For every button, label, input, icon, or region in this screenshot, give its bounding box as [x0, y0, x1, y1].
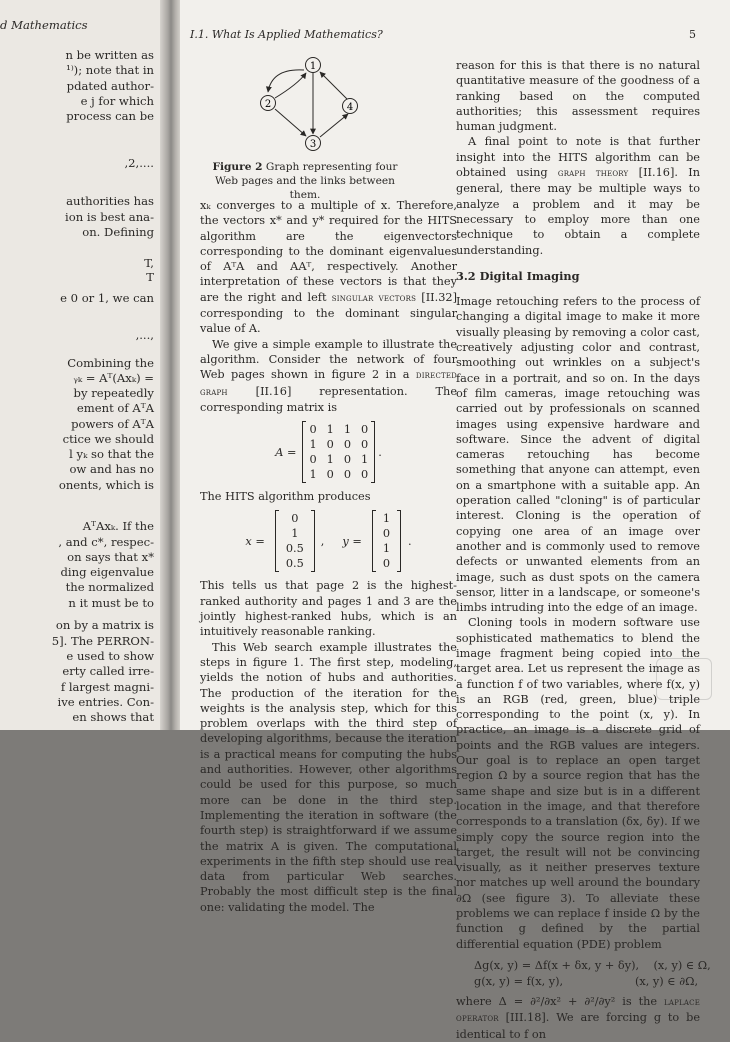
matrix-entry: 0.5	[285, 542, 304, 556]
left-page-text-line: on by a matrix is	[55, 618, 154, 632]
left-page-text-line: n be written as	[65, 48, 154, 62]
vector-x	[283, 511, 307, 571]
matrix-entry: 0	[309, 453, 317, 467]
figure-label: Figure 2	[212, 161, 263, 173]
svg-text:3: 3	[309, 139, 317, 150]
right-page	[180, 0, 730, 1041]
graph-node-1	[306, 58, 321, 73]
matrix-entry: 0	[309, 423, 317, 437]
paragraph: The HITS algorithm produces	[200, 490, 371, 504]
watermark-stamp	[656, 658, 712, 700]
left-page-text-line: process can be	[66, 109, 154, 123]
left-page-text-line: T	[146, 270, 154, 284]
text-column-left	[200, 198, 457, 915]
left-page-text-line: the normalized	[65, 580, 154, 594]
matrix-entry: 1	[382, 542, 391, 556]
edge-2-1	[275, 73, 306, 98]
left-page-text-line: ,...,	[135, 328, 154, 342]
edge-3-4	[320, 114, 348, 137]
left-page-text-line: erty called irre-	[62, 664, 154, 678]
matrix-A: A = 0 1 1 0 1 0 0 0 0 1 0 1 1 0 0 0 .	[275, 423, 382, 482]
left-page-text-line: ement of AᵀA	[76, 401, 154, 415]
left-page-text-line: onents, which is	[58, 478, 154, 492]
matrix-entry: 1	[382, 512, 391, 526]
paragraph: Image retouching refers to the process of changing a digital image to make it more visually pleasing by removing a color cast, creatively adjusting color and contrast, smoothing out wrinkles on a subject's face in a portrait, and so on. In the days of film cameras, image retouching was carried out by professionals on scanned images using expensive hardware and software. Since the advent of digital cameras retouching has become something that anyone can attempt, even on a smartphone with a suitable app. An operation called "cloning" is of particular interest. Cloning is the operation of copying one area of an image over another and is commonly used to remove defects or unwanted elements from an image, such as dust spots on the camera sensor, litter in a landscape, or someone's limbs intruding into the edge of an image.	[456, 295, 700, 615]
matrix-entry: 0	[343, 453, 351, 467]
graph-node-4	[343, 99, 358, 114]
left-page-text-line: ding eigenvalue	[60, 565, 154, 579]
matrix-entry: 1	[309, 468, 317, 482]
graph-node-2	[261, 96, 276, 111]
running-head: I.1. What Is Applied Mathematics?	[190, 28, 383, 41]
matrix-entry: 1	[291, 527, 299, 541]
left-page-text-line: ᵧₖ = Aᵀ(Axₖ) =	[73, 371, 154, 385]
left-page	[0, 0, 162, 730]
left-page-text-line: ctice we should	[62, 432, 154, 446]
paragraph: xₖ converges to a multiple of x. Therefore, the vectors x* and y* required for the HITS algorithm are the eigenvectors corresponding to the dominant eigenvalues of AᵀA and AAᵀ, respectively. Another interpretation of these vectors is that they are the right and left singular vectors [II.32] corresponding to the dominant singular value of A.	[200, 199, 457, 336]
left-page-text-line: l yₖ so that the	[69, 447, 154, 461]
left-page-text-line: e used to show	[66, 649, 154, 663]
book-gutter	[160, 0, 182, 730]
matrix-entry: 0	[291, 512, 299, 526]
section-heading: 3.2 Digital Imaging	[456, 268, 580, 283]
text-column-right	[456, 58, 711, 1042]
left-page-text-line: f largest magni-	[60, 680, 154, 694]
left-page-text-line: AᵀAxₖ. If the	[82, 519, 154, 533]
left-page-text-line: n it must be to	[68, 596, 154, 610]
paragraph: where Δ = ∂²/∂x² + ∂²/∂y² is the laplace operator [III.18]. We are forcing g to be identical to f on	[456, 994, 701, 1041]
matrix-entry: 0	[326, 438, 334, 452]
left-page-text-line: Combining the	[67, 356, 154, 370]
svg-text:4: 4	[346, 102, 354, 113]
matrix-entry: 0	[361, 468, 369, 482]
left-page-text-line: 5]. The PERRON-	[51, 634, 154, 648]
web-graph-figure	[248, 52, 358, 156]
matrix-entry: 0	[343, 438, 351, 452]
matrix-entry: 1	[343, 423, 351, 437]
left-page-text-line: pdated author-	[66, 79, 154, 93]
left-page-text-line: e j for which	[80, 94, 154, 108]
paragraph: Cloning tools in modern software use sophisticated mathematics to blend the image fragment being copied into the target area. Let us represent the image as a function f of two variables, where f(x, y) is an RGB (red, green, blue) triple corresponding to the point (x, y). In practice, an image is a discrete grid of points and the RGB values are integers. Our goal is to replace an open target region Ω by a source region that has the same shape and size but is in a different location in the image, and that therefore corresponds to a translation (δx, δy). If we simply copy the source region into the target, the result will not be convincing visually, as it neither preserves texture nor matches up well around the boundary ∂Ω (see figure 3). To alleviate these problems we can replace f inside Ω by the function g defined by the partial differential equation (PDE) problem	[456, 616, 700, 951]
left-page-text-line: e 0 or 1, we can	[60, 291, 154, 305]
graph-node-3	[306, 136, 321, 151]
matrix-entry: 1	[326, 453, 334, 467]
left-page-text-line: ion is best ana-	[65, 210, 154, 224]
left-page-text-line: ,2,....	[124, 156, 154, 170]
left-page-text-line: ive entries. Con-	[57, 695, 154, 709]
page-number: 5	[689, 28, 696, 41]
matrix-entry: 1	[326, 423, 334, 437]
pde-equations: Δg(x, y) = Δf(x + δx, y + δy), (x, y) ∈ Ω, g(x, y) = f(x, y), (x, y) ∈ ∂Ω,	[474, 958, 711, 988]
left-page-text-line: , and c*, respec-	[58, 535, 154, 549]
left-page-text-line: d Mathematics	[0, 18, 88, 32]
matrix-entry: 1	[361, 453, 369, 467]
paragraph: This Web search example illustrates the steps in figure 1. The first step, modeling, yields the notion of hubs and authorities. The production of the iteration for the weights is the analysis step, which for this problem overlaps with the third step of developing algorithms, because the iteration is a practical means for computing the hubs and authorities. However, other algorithms could be used for this purpose, so much more can be done in the third step. Implementing the iteration in software (the fourth step) is straightforward if we assume the matrix A is given. The computational experiments in the fifth step should use real data from particular Web searches. Probably the most difficult step is the final one: validating the model. The	[200, 640, 457, 914]
matrix-entry: 0.5	[285, 557, 304, 571]
left-page-text-line: ow and has no	[69, 462, 154, 476]
vector-y	[380, 511, 393, 571]
left-page-text-line: T,	[144, 256, 154, 270]
matrix-entry: 0	[326, 468, 334, 482]
matrix-entry: 0	[361, 438, 369, 452]
left-page-text-line: authorities has	[66, 194, 154, 208]
edge-2-3	[275, 109, 306, 136]
svg-text:1: 1	[309, 61, 317, 72]
left-page-text-line: on. Defining	[82, 225, 154, 239]
left-page-text-line: on says that x*	[67, 550, 154, 564]
matrix-entry: 1	[309, 438, 317, 452]
left-page-text-line: ¹⁾); note that in	[66, 63, 154, 77]
left-page-text-line: powers of AᵀA	[71, 417, 154, 431]
left-page-text-line: en shows that	[72, 710, 154, 724]
matrix-entry: 0	[343, 468, 351, 482]
figure-caption	[200, 160, 410, 202]
paragraph: This tells us that page 2 is the highest-ranked authority and pages 1 and 3 are the jointly highest-ranked hubs, which is an intuitively reasonable ranking.	[200, 579, 457, 639]
matrix-entry: 0	[382, 557, 391, 571]
matrix-entry: 0	[382, 527, 391, 541]
hits-result-vectors: x = 0 1 0.5 0.5 , y = 1 0 1 0 .	[245, 512, 412, 571]
figure-caption-text: Graph representing four Web pages and the links between them.	[215, 161, 398, 201]
paragraph: A final point to note is that further insight into the HITS algorithm can be obtained using graph theory [II.16]. In general, there may be multiple ways to analyze a problem and it may be necessary to employ more than one technique to obtain a complete understanding.	[456, 135, 700, 257]
edge-4-1	[320, 72, 347, 99]
matrix-entries	[306, 422, 371, 482]
paragraph: reason for this is that there is no natural quantitative measure of the goodness of a ranking based on the computed authorities; this assessment requires human judgment.	[456, 59, 700, 134]
svg-text:2: 2	[264, 99, 272, 110]
left-page-text-line: by repeatedly	[73, 386, 154, 400]
matrix-entry: 0	[361, 423, 369, 437]
paragraph: We give a simple example to illustrate the algorithm. Consider the network of four Web pages shown in figure 2 in a directed graph [II.16] representation. The corresponding matrix is	[200, 337, 457, 414]
